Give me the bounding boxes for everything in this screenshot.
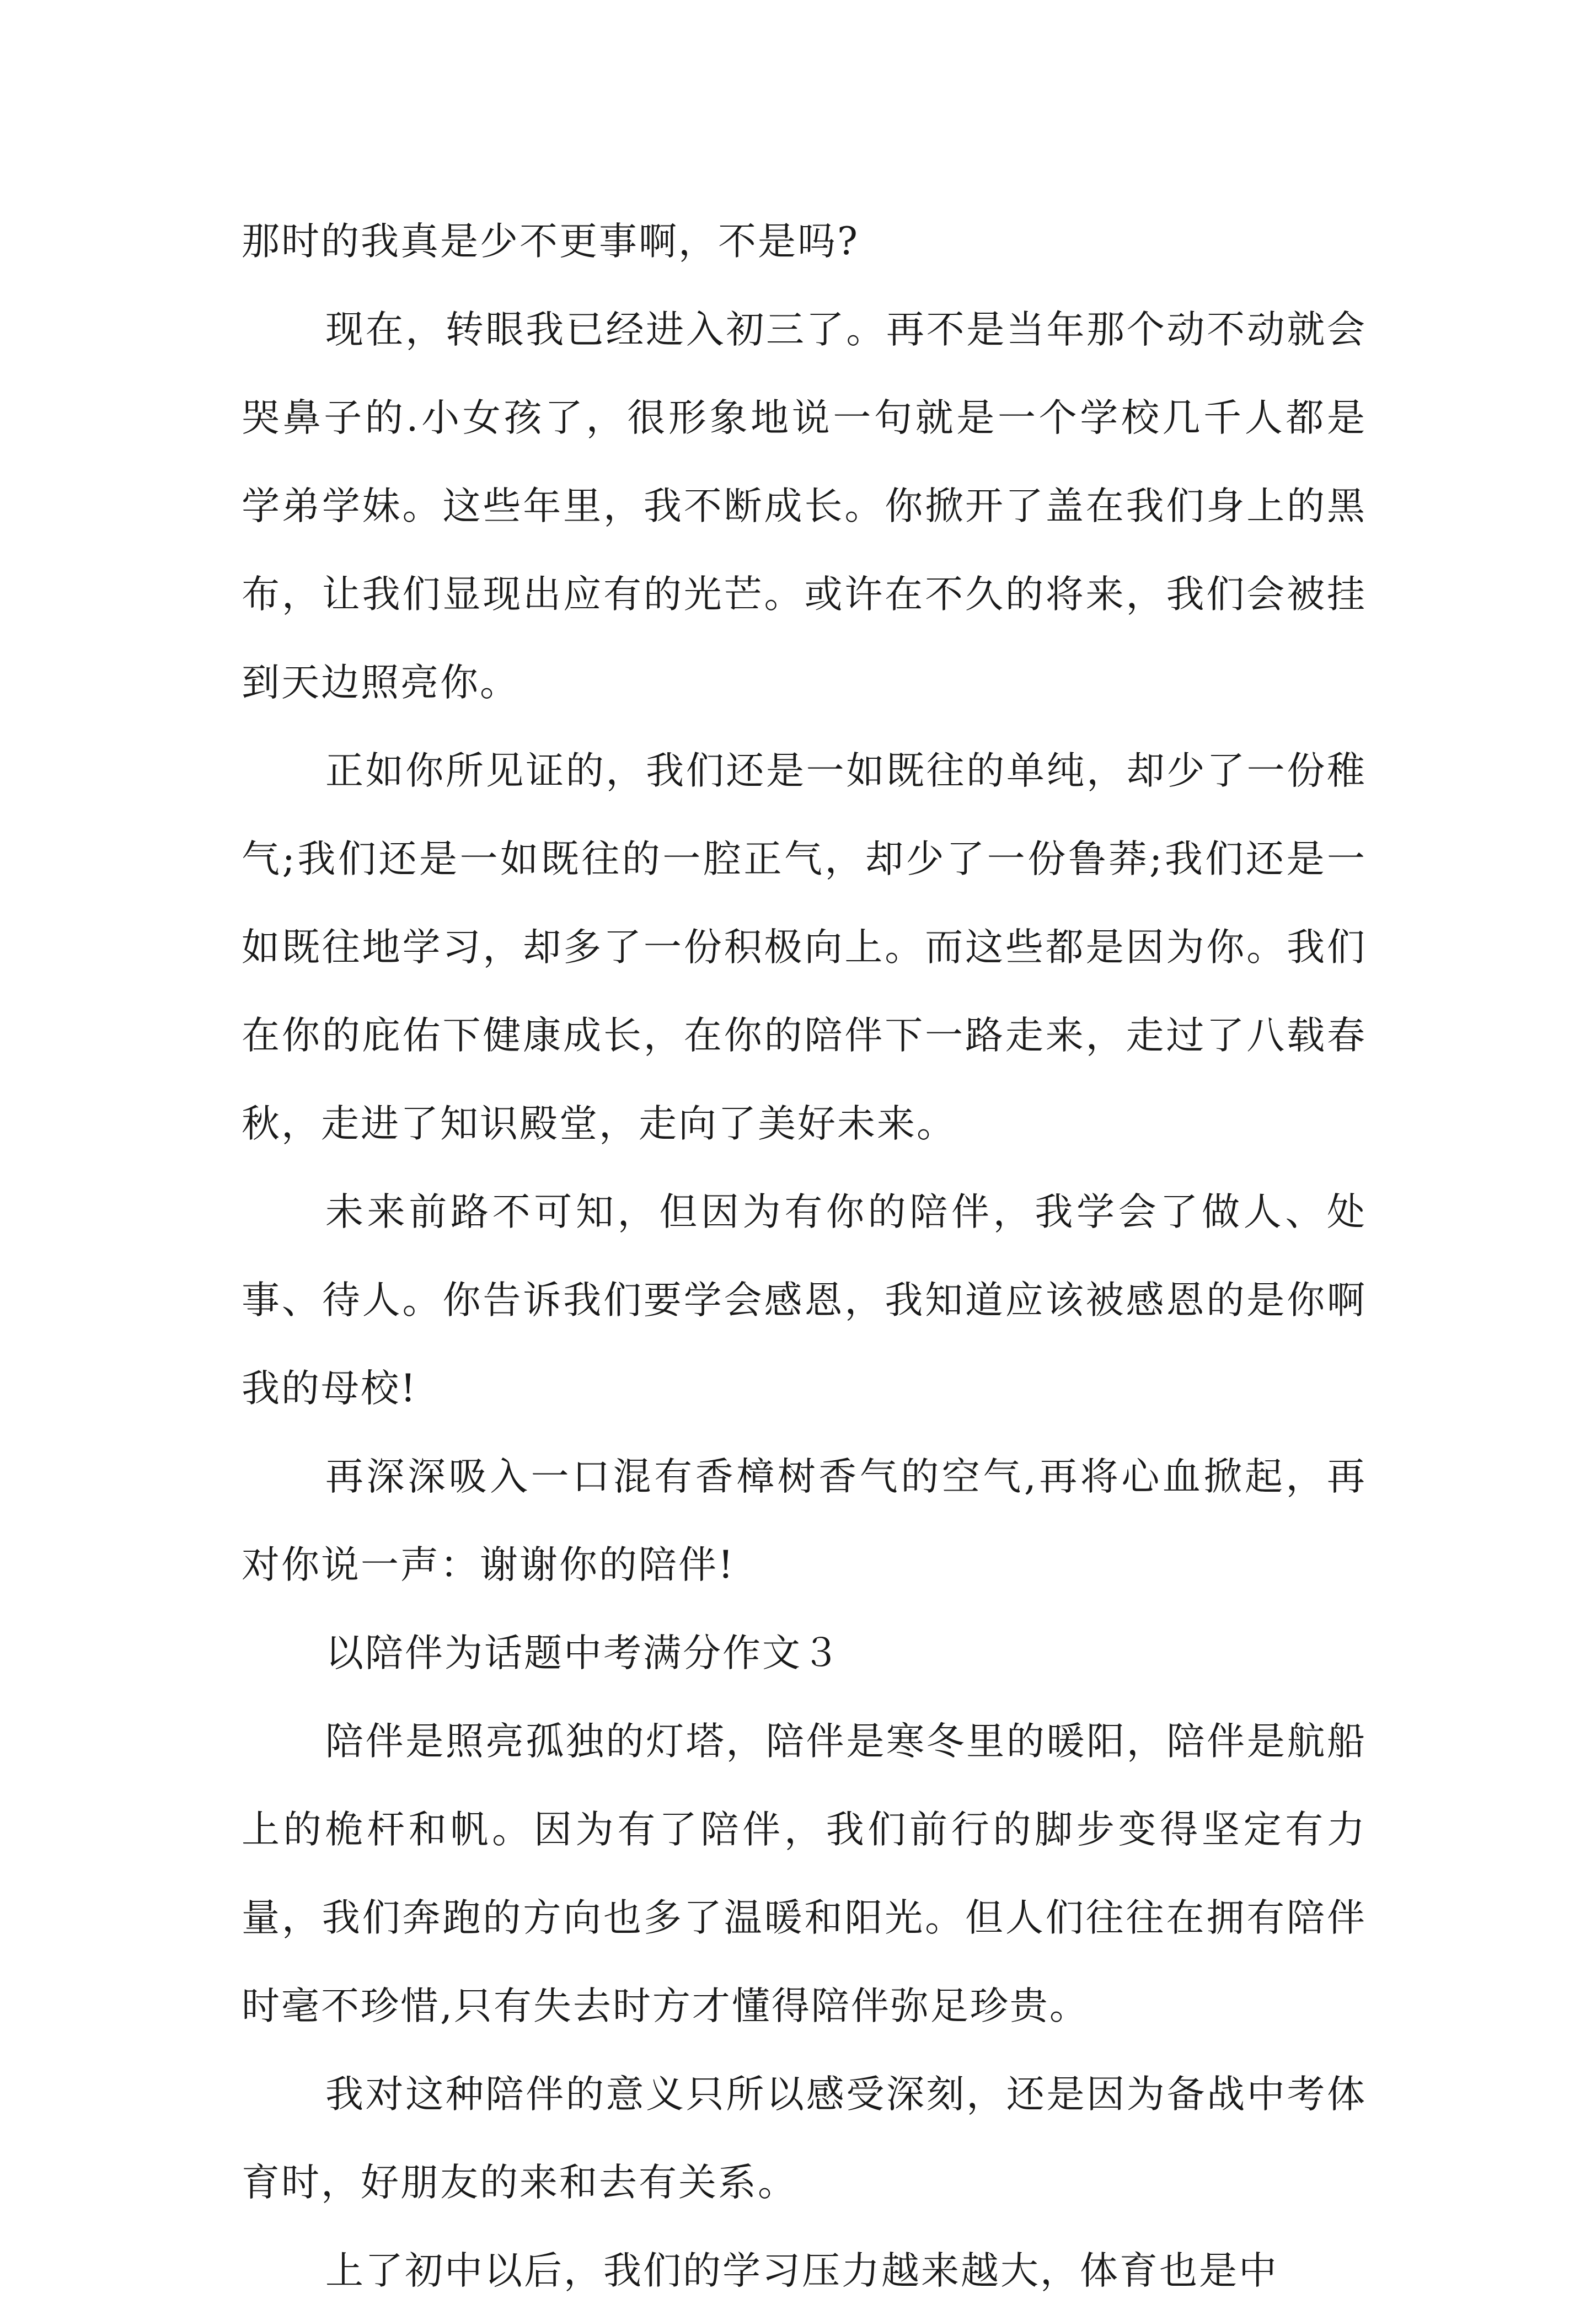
paragraph-companionship-lighthouse: 陪伴是照亮孤独的灯塔，陪伴是寒冬里的暖阳，陪伴是航船上的桅杆和帆。因为有了陪伴，我们前行的脚步变得坚定有力量，我们奔跑的方向也多了温暖和阳光。但人们往往在拥有陪伴时毫不珍惜,只有失去时方才懂得陪伴弥足珍贵。 (242, 1719, 1367, 2028)
paragraph-junior-high: 上了初中以后，我们的学习压力越来越大，体育也是中 (325, 2249, 1278, 2293)
paragraph-now-grade-three: 现在，转眼我已经进入初三了。再不是当年那个动不动就会哭鼻子的.小女孩了，很形象地说一句就是一个学校几千人都是学弟学妹。这些年里，我不断成长。你掀开了盖在我们身上的黑布，让我们显现出应有的光芒。或许在不久的将来，我们会被挂到天边照亮你。 (242, 308, 1367, 705)
paragraph-witness: 正如你所见证的，我们还是一如既往的单纯，却少了一份稚气;我们还是一如既往的一腔正气，却少了一份鲁莽;我们还是一如既往地学习，却多了一份积极向上。而这些都是因为你。我们在你的庇佑下健康成长，在你的陪伴下一路走来，走过了八载春秋，走进了知识殿堂，走向了美好未来。 (242, 749, 1367, 1146)
section-title: 以陪伴为话题中考满分作文３ (325, 1631, 842, 1675)
paragraph-meaning: 我对这种陪伴的意义只所以感受深刻，还是因为备战中考体育时，好朋友的来和去有关系。 (242, 2072, 1367, 2205)
paragraph-continuation: 那时的我真是少不更事啊，不是吗? (242, 219, 859, 264)
paragraph-future: 未来前路不可知，但因为有你的陪伴，我学会了做人、处事、待人。你告诉我们要学会感恩，我知道应该被感恩的是你啊我的母校! (242, 1190, 1367, 1411)
document-body (242, 197, 1367, 2315)
paragraph-thanks: 再深深吸入一口混有香樟树香气的空气,再将心血掀起，再对你说一声：谢谢你的陪伴! (242, 1455, 1367, 1587)
